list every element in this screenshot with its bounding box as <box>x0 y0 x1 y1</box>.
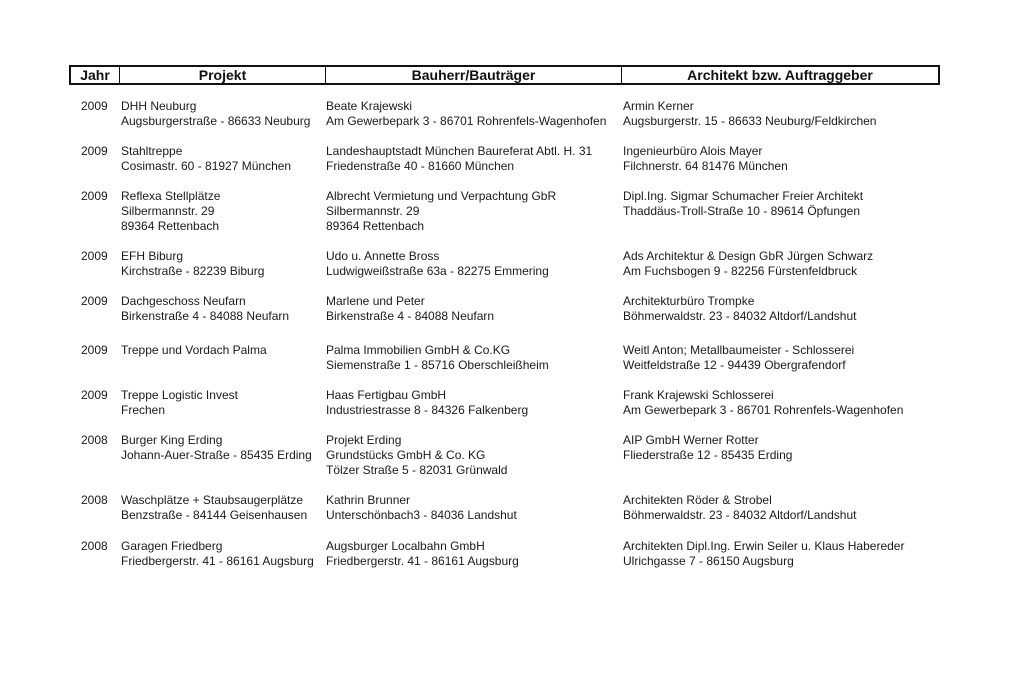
row-architect-line: Thaddäus-Troll-Straße 10 - 89614 Öpfungen <box>623 204 861 218</box>
row-project-line: Kirchstraße - 82239 Biburg <box>121 264 265 278</box>
row-owner-line: Unterschönbach3 - 84036 Landshut <box>326 508 517 522</box>
row-owner-line: Ludwigweißstraße 63a - 82275 Emmering <box>326 264 549 278</box>
row-project-line: DHH Neuburg <box>121 99 197 113</box>
row-project <box>121 189 220 234</box>
row-project-line: Birkenstraße 4 - 84088 Neufarn <box>121 309 290 323</box>
row-project-line: Burger King Erding <box>121 433 223 447</box>
row-owner-line: Projekt Erding <box>326 433 402 447</box>
row-owner-line: Tölzer Straße 5 - 82031 Grünwald <box>326 463 508 477</box>
row-architect-line: AIP GmbH Werner Rotter <box>623 433 759 447</box>
row-project-line: Reflexa Stellplätze <box>121 189 221 203</box>
row-architect-line: Armin Kerner <box>623 99 694 113</box>
row-project-line: Friedbergerstr. 41 - 86161 Augsburg <box>121 554 314 568</box>
row-year: 2008 <box>81 539 108 553</box>
header-year: Jahr <box>80 67 110 83</box>
row-architect-line: Weitfeldstraße 12 - 94439 Obergrafendorf <box>623 358 846 372</box>
row-architect <box>623 539 904 569</box>
row-project <box>121 99 310 129</box>
row-project-line: Cosimastr. 60 - 81927 München <box>121 159 292 173</box>
row-owner <box>326 493 517 523</box>
row-owner-line: Friedenstraße 40 - 81660 München <box>326 159 515 173</box>
row-owner-line: Albrecht Vermietung und Verpachtung GbR <box>326 189 557 203</box>
row-architect-line: Architekten Dipl.Ing. Erwin Seiler u. Klaus Habereder <box>623 539 905 553</box>
row-owner-line: Am Gewerbepark 3 - 86701 Rohrenfels-Wagenhofen <box>326 114 607 128</box>
header-owner: Bauherr/Bauträger <box>325 67 621 83</box>
row-owner-line: Palma Immobilien GmbH & Co.KG <box>326 343 511 357</box>
row-year: 2009 <box>81 388 108 402</box>
row-owner-line: Friedbergerstr. 41 - 86161 Augsburg <box>326 554 519 568</box>
row-architect <box>623 189 863 219</box>
row-owner-line: Industriestrasse 8 - 84326 Falkenberg <box>326 403 529 417</box>
row-architect-line: Architekten Röder & Strobel <box>623 493 772 507</box>
row-architect-line: Architekturbüro Trompke <box>623 294 755 308</box>
row-architect-line: Ingenieurbüro Alois Mayer <box>623 144 763 158</box>
row-architect <box>623 343 854 373</box>
row-year: 2008 <box>81 493 108 507</box>
row-project-line: Benzstraße - 84144 Geisenhausen <box>121 508 308 522</box>
row-architect <box>623 99 876 129</box>
row-owner <box>326 144 592 174</box>
row-owner-line: Grundstücks GmbH & Co. KG <box>326 448 486 462</box>
row-architect-line: Fliederstraße 12 - 85435 Erding <box>623 448 793 462</box>
row-project-line: EFH Biburg <box>121 249 184 263</box>
row-project <box>121 294 289 324</box>
row-year: 2009 <box>81 294 108 308</box>
row-architect <box>623 294 856 324</box>
row-year: 2009 <box>81 343 108 357</box>
row-owner-line: Kathrin Brunner <box>326 493 411 507</box>
row-project-line: Treppe und Vordach Palma <box>121 343 267 357</box>
row-owner-line: Marlene und Peter <box>326 294 425 308</box>
table-header <box>69 65 940 85</box>
row-owner <box>326 388 528 418</box>
row-owner <box>326 343 549 373</box>
row-architect-line: Ulrichgasse 7 - 86150 Augsburg <box>623 554 794 568</box>
row-project-line: Silbermannstr. 29 <box>121 204 215 218</box>
row-owner-line: Silbermannstr. 29 <box>326 204 420 218</box>
row-project <box>121 388 238 418</box>
row-architect <box>623 249 873 279</box>
row-architect <box>623 433 792 463</box>
row-project <box>121 144 291 174</box>
row-year: 2008 <box>81 433 108 447</box>
row-project-line: Dachgeschoss Neufarn <box>121 294 246 308</box>
row-architect-line: Böhmerwaldstr. 23 - 84032 Altdorf/Landshut <box>623 508 857 522</box>
row-owner-line: Beate Krajewski <box>326 99 413 113</box>
row-owner <box>326 189 556 234</box>
row-owner-line: Augsburger Localbahn GmbH <box>326 539 485 553</box>
row-project <box>121 539 314 569</box>
row-architect-line: Ads Architektur & Design GbR Jürgen Schwarz <box>623 249 874 263</box>
row-owner-line: Siemenstraße 1 - 85716 Oberschleißheim <box>326 358 549 372</box>
row-architect-line: Dipl.Ing. Sigmar Schumacher Freier Architekt <box>623 189 864 203</box>
row-architect-line: Augsburgerstr. 15 - 86633 Neuburg/Feldkirchen <box>623 114 877 128</box>
row-project-line: 89364 Rettenbach <box>121 219 220 233</box>
row-project <box>121 343 267 358</box>
row-year: 2009 <box>81 249 108 263</box>
row-architect-line: Frank Krajewski Schlosserei <box>623 388 774 402</box>
row-project <box>121 493 307 523</box>
row-architect-line: Am Gewerbepark 3 - 86701 Rohrenfels-Wagenhofen <box>623 403 904 417</box>
row-project-line: Johann-Auer-Straße - 85435 Erding <box>121 448 312 462</box>
row-architect <box>623 144 788 174</box>
row-project <box>121 433 312 463</box>
row-project-line: Treppe Logistic Invest <box>121 388 238 402</box>
row-project <box>121 249 264 279</box>
row-owner-line: Landeshauptstadt München Baureferat Abtl. H. 31 <box>326 144 593 158</box>
row-architect-line: Filchnerstr. 64 81476 München <box>623 159 788 173</box>
row-project-line: Frechen <box>121 403 166 417</box>
row-year: 2009 <box>81 99 108 113</box>
row-owner <box>326 249 549 279</box>
row-owner-line: Birkenstraße 4 - 84088 Neufarn <box>326 309 495 323</box>
row-architect <box>623 388 903 418</box>
row-project-line: Waschplätze + Staubsaugerplätze <box>121 493 303 507</box>
row-owner-line: Udo u. Annette Bross <box>326 249 440 263</box>
row-project-line: Augsburgerstraße - 86633 Neuburg <box>121 114 311 128</box>
row-architect-line: Weitl Anton; Metallbaumeister - Schlosserei <box>623 343 855 357</box>
header-project: Projekt <box>119 67 325 83</box>
row-owner-line: 89364 Rettenbach <box>326 219 425 233</box>
row-year: 2009 <box>81 144 108 158</box>
row-owner <box>326 539 519 569</box>
row-architect-line: Böhmerwaldstr. 23 - 84032 Altdorf/Landshut <box>623 309 857 323</box>
header-architect: Architekt bzw. Auftraggeber <box>621 67 938 83</box>
row-architect-line: Am Fuchsbogen 9 - 82256 Fürstenfeldbruck <box>623 264 858 278</box>
row-owner <box>326 294 494 324</box>
row-architect <box>623 493 856 523</box>
row-project-line: Stahltreppe <box>121 144 183 158</box>
row-owner-line: Haas Fertigbau GmbH <box>326 388 447 402</box>
row-owner <box>326 433 507 478</box>
row-year: 2009 <box>81 189 108 203</box>
row-owner <box>326 99 606 129</box>
row-project-line: Garagen Friedberg <box>121 539 223 553</box>
